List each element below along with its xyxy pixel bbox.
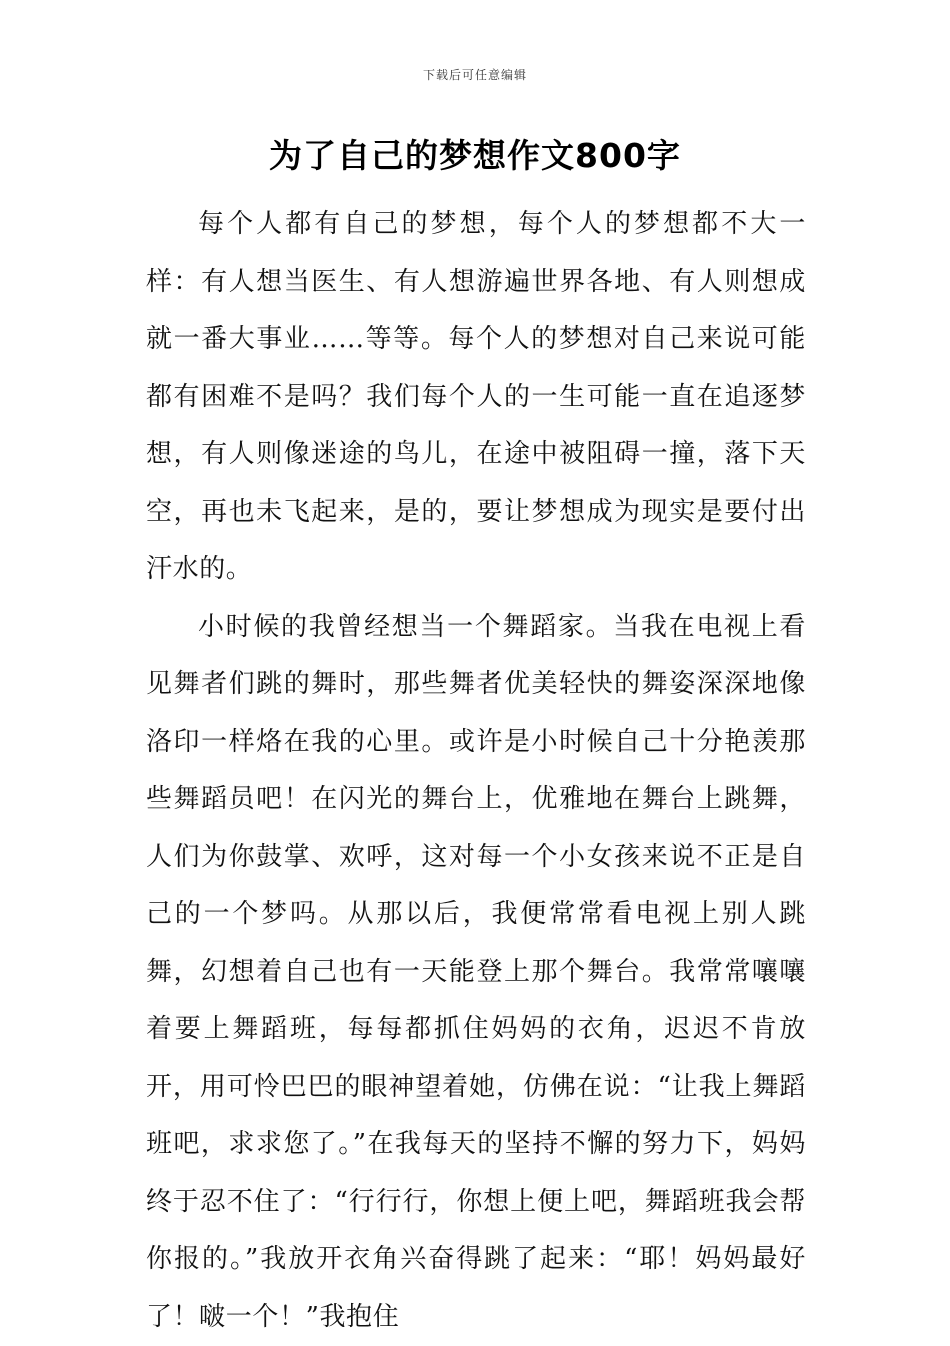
document-body [146, 196, 806, 1346]
paragraph-2: 小时候的我曾经想当一个舞蹈家。当我在电视上看见舞者们跳的舞时，那些舞者优美轻快的舞姿深深地像洛印一样烙在我的心里。或许是小时候自己十分艳羡那些舞蹈员吧！在闪光的舞台上，优雅地在舞台上跳舞，人们为你鼓掌、欢呼，这对每一个小女孩来说不正是自己的一个梦吗。从那以后，我便常常看电视上别人跳舞，幻想着自己也有一天能登上那个舞台。我常常嚷嚷着要上舞蹈班，每每都抓住妈妈的衣角，迟迟不肯放开，用可怜巴巴的眼神望着她，仿佛在说：“让我上舞蹈班吧，求求您了。”在我每天的坚持不懈的努力下，妈妈终于忍不住了：“行行行，你想上便上吧，舞蹈班我会帮你报的。”我放开衣角兴奋得跳了起来：“耶！妈妈最好了！啵一个！”我抱住 [146, 599, 806, 1346]
paragraph-1: 每个人都有自己的梦想，每个人的梦想都不大一样：有人想当医生、有人想游遍世界各地、有人则想成就一番大事业……等等。每个人的梦想对自己来说可能都有困难不是吗？我们每个人的一生可能一直在追逐梦想，有人则像迷途的鸟儿，在途中被阻碍一撞，落下天空，再也未飞起来，是的，要让梦想成为现实是要付出汗水的。 [146, 196, 806, 599]
header-note: 下载后可任意编辑 [0, 66, 950, 83]
document-title: 为了自己的梦想作文800字 [0, 130, 950, 177]
